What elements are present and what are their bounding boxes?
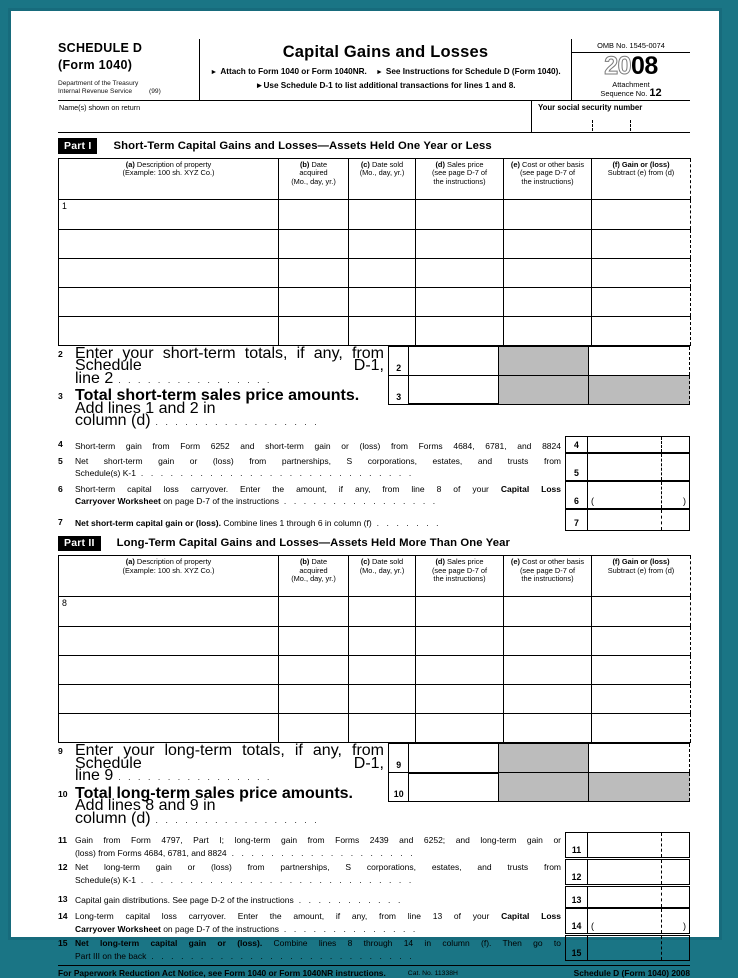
line-3-row[interactable] — [389, 375, 690, 404]
cell-f[interactable] — [592, 229, 691, 258]
line-15-box-number: 15 — [565, 935, 587, 961]
line-9 — [58, 743, 388, 784]
cents-divider-icon — [661, 887, 662, 907]
line-4-number: 4 — [58, 438, 63, 449]
tax-year-suffix: 08 — [631, 52, 658, 80]
line-7-number: 7 — [58, 516, 63, 527]
cell-d[interactable] — [416, 656, 504, 685]
cell-b[interactable] — [279, 258, 349, 287]
line-11-text2: (loss) from Forms 4684, 6781, and 8824 — [75, 847, 227, 858]
row-number-1: 1 — [59, 199, 279, 229]
table-row[interactable] — [59, 714, 691, 743]
line-10-number: 10 — [58, 788, 68, 799]
line-7-amount[interactable] — [587, 509, 690, 531]
line-5-box-number: 5 — [565, 453, 587, 481]
col-header-e: (e) Cost or other basis (see page D-7 of the instructions) — [504, 158, 592, 199]
part1-lines-4-7 — [58, 436, 690, 531]
cents-divider-icon — [661, 860, 662, 884]
line-3-amount-d[interactable] — [409, 375, 499, 404]
line-3-text-bold: Total short-term sales price amounts. — [75, 387, 360, 404]
line-11-number: 11 — [58, 835, 68, 845]
line-4-box-number: 4 — [565, 436, 587, 453]
line-9-row[interactable] — [389, 744, 690, 773]
form-reference: Schedule D (Form 1040) 2008 — [573, 968, 690, 978]
page-title: Capital Gains and Losses — [282, 43, 489, 61]
cell-f[interactable] — [592, 627, 691, 656]
part2-totals-boxes — [388, 743, 690, 826]
masthead-center — [200, 39, 572, 100]
line-13 — [58, 886, 690, 908]
cell-e[interactable] — [504, 258, 592, 287]
cell-d[interactable] — [416, 199, 504, 229]
attach-second-row — [200, 79, 571, 94]
name-ssn-row — [58, 101, 690, 133]
line-6-text2: on page D-7 of the instructions — [160, 496, 279, 506]
cell-c[interactable] — [349, 199, 416, 229]
cell-e[interactable] — [504, 714, 592, 743]
schedule-title: SCHEDULE D — [58, 41, 143, 55]
line-2-amount-f[interactable] — [588, 346, 689, 375]
leader-dots: . . . . . . . . . . . . . . . . . . . . . . . . . . . — [146, 950, 415, 961]
name-field[interactable] — [58, 101, 532, 132]
department-block — [58, 80, 195, 96]
department-code: (99) — [149, 88, 161, 96]
attach-instruction-row — [200, 66, 571, 79]
cents-divider-icon — [661, 510, 662, 530]
line-3-shaded-f — [588, 375, 689, 404]
cell-c[interactable] — [349, 258, 416, 287]
department-line2: Internal Revenue Service (99) — [58, 88, 161, 96]
table-row[interactable] — [59, 287, 691, 316]
line-10-shaded-e — [499, 773, 589, 802]
table-row[interactable] — [59, 656, 691, 685]
line-15-text-bold: Net long-term capital gain or (loss). — [75, 938, 274, 948]
leader-dots: . . . . . . . . . . . . . . . . — [278, 496, 438, 506]
cell-e[interactable] — [504, 316, 592, 345]
part2-badge: Part II — [58, 536, 101, 552]
cell-f[interactable] — [592, 258, 691, 287]
part1-totals-block — [58, 346, 690, 429]
line-2-text: Enter your short-term totals, if any, from Schedule D-1, — [75, 344, 384, 374]
cell-e[interactable] — [504, 627, 592, 656]
cell-c[interactable] — [349, 287, 416, 316]
table-row[interactable] — [59, 597, 691, 627]
line-6-text-bold: Capital Loss — [500, 483, 561, 494]
line-2-row[interactable] — [389, 346, 690, 375]
form-masthead — [58, 39, 690, 101]
line-15-text2: Part III on the back — [75, 950, 147, 961]
leader-dots: . . . . . . . — [371, 517, 442, 528]
cell-f[interactable] — [592, 656, 691, 685]
line-10-text: Add lines 8 and 9 in — [75, 797, 216, 814]
line-9-shaded-e — [499, 744, 589, 773]
row-number-8: 8 — [59, 597, 279, 627]
part1-title: Short-Term Capital Gains and Losses—Assets Held One Year or Less — [113, 139, 492, 152]
line-9-box-number: 9 — [389, 744, 409, 773]
leader-dots: . . . . . . . . . . . . . . . . . . . . . . . . . . . . — [135, 468, 414, 478]
ssn-divider-icon — [592, 120, 593, 131]
line-9-amount-f[interactable] — [588, 744, 689, 773]
part2-title: Long-Term Capital Gains and Losses—Assets Held More Than One Year — [116, 537, 510, 550]
cell-d[interactable] — [416, 714, 504, 743]
cell-a[interactable] — [59, 685, 279, 714]
cell-c[interactable] — [349, 714, 416, 743]
line-7-text: Combine lines 1 through 6 in column (f) — [223, 517, 372, 528]
col-header-a: (a) Description of property (Example: 100 sh. XYZ Co.) — [59, 158, 279, 199]
cents-divider-icon — [661, 454, 662, 480]
line-3-number: 3 — [58, 391, 63, 401]
catalog-number: Cat. No. 11338H — [407, 969, 458, 977]
part2-lines-11-15 — [58, 832, 690, 962]
line-9-amount-d[interactable] — [409, 744, 499, 773]
leader-dots: . . . . . . . . . . . . . . . . — [113, 772, 273, 782]
line-10-row[interactable] — [389, 773, 690, 802]
arrow-icon: ► — [255, 81, 264, 90]
attach-second-text: Use Schedule D-1 to list additional transactions for lines 1 and 8. — [263, 81, 516, 90]
line-14-text2: on page D-7 of the instructions — [160, 923, 279, 934]
line-5-number: 5 — [58, 455, 63, 466]
line-3 — [58, 388, 388, 429]
line-13-number: 13 — [58, 894, 68, 904]
part1-totals-table — [388, 346, 690, 406]
line-11 — [58, 832, 690, 859]
line-7-text-bold: Net short-term capital gain or (loss). — [75, 517, 224, 528]
cell-d[interactable] — [416, 229, 504, 258]
cell-a[interactable] — [59, 258, 279, 287]
col-header-f: (f) Gain or (loss) Subtract (e) from (d) — [592, 158, 691, 199]
line-4-text: Short-term gain from Form 6252 and short-term gain or (loss) from Forms 4684, 6781, and 8824 — [75, 440, 561, 451]
line-12-text: Net long-term gain or (loss) from partnerships, S corporations, estates, and trusts from — [75, 862, 561, 872]
line-10 — [58, 786, 388, 827]
name-label: Name(s) shown on return — [59, 103, 141, 112]
attach-left-text: Attach to Form 1040 or Form 1040NR. — [220, 67, 367, 76]
cell-c[interactable] — [349, 316, 416, 345]
attachment-label: Attachment — [612, 80, 650, 89]
cell-e[interactable] — [504, 656, 592, 685]
cell-c[interactable] — [349, 656, 416, 685]
line-12-box-number: 12 — [565, 859, 587, 885]
line-11-text: Gain from Form 4797, Part I; long-term gain from Forms 2439 and 6252; and long-term gain or — [75, 835, 561, 845]
form-page-frame — [8, 8, 722, 978]
masthead-left — [58, 39, 200, 100]
col-header-c: (c) Date sold (Mo., day, yr.) — [349, 556, 416, 597]
cell-e[interactable] — [504, 287, 592, 316]
part2-totals-table — [388, 743, 690, 802]
part1-column-headers — [59, 158, 691, 199]
line-12 — [58, 859, 690, 886]
department-line1: Department of the Treasury — [58, 80, 139, 87]
line-9-number: 9 — [58, 746, 63, 756]
col-header-f: (f) Gain or (loss) Subtract (e) from (d) — [592, 556, 691, 597]
cents-divider-icon — [661, 936, 662, 960]
line-12-number: 12 — [58, 862, 68, 872]
col-header-d: (d) Sales price (see page D-7 of the instructions) — [416, 158, 504, 199]
table-row[interactable] — [59, 685, 691, 714]
cell-a[interactable] — [59, 656, 279, 685]
form-page — [11, 11, 719, 978]
line-4-amount[interactable] — [587, 436, 690, 453]
cell-d[interactable] — [416, 287, 504, 316]
cell-a[interactable] — [59, 714, 279, 743]
arrow-icon: ► — [210, 69, 218, 76]
line-15 — [58, 935, 690, 962]
cell-b[interactable] — [279, 287, 349, 316]
line-13-amount[interactable] — [587, 886, 690, 908]
tax-year — [572, 53, 690, 80]
leader-dots: . . . . . . . . . . . . . . . . . — [150, 814, 320, 825]
cell-f[interactable] — [592, 199, 691, 229]
line-15-amount[interactable] — [587, 935, 690, 961]
cell-b[interactable] — [279, 685, 349, 714]
line-4 — [58, 436, 690, 453]
form-footer — [58, 965, 690, 978]
part1-table — [58, 158, 691, 346]
part1-totals-text — [58, 346, 388, 429]
leader-dots: . . . . . . . . . . . . . . . . . . . . . . . . . . . . — [135, 874, 414, 885]
cell-a[interactable] — [59, 229, 279, 258]
cell-e[interactable] — [504, 685, 592, 714]
attachment-seq-row: Sequence No. 12 — [600, 87, 662, 99]
line-2-amount-d[interactable] — [409, 346, 499, 375]
part2-header — [58, 536, 690, 552]
ssn-field[interactable] — [532, 101, 690, 132]
line-7 — [58, 509, 690, 531]
cell-d[interactable] — [416, 316, 504, 345]
ssn-label: Your social security number — [538, 103, 643, 112]
line-14-text2-bold: Carryover Worksheet — [75, 923, 161, 934]
cell-b[interactable] — [279, 627, 349, 656]
cell-f[interactable] — [592, 287, 691, 316]
paperwork-notice: For Paperwork Reduction Act Notice, see Form 1040 or Form 1040NR instructions. — [58, 968, 386, 978]
leader-dots: . . . . . . . . . . . . . . . . — [113, 374, 273, 385]
line-12-text2: Schedule(s) K-1 — [75, 874, 136, 885]
line-6-amount[interactable] — [587, 481, 690, 509]
line-13-box-number: 13 — [565, 886, 587, 908]
line-5-text: Net short-term gain or (loss) from partnerships, S corporations, estates, and trusts from — [75, 455, 561, 466]
line-15-text: Combine lines 8 through 14 in column (f). Then go to — [273, 938, 561, 948]
form-content — [58, 39, 690, 978]
cell-d[interactable] — [416, 627, 504, 656]
line-2 — [58, 346, 388, 387]
paren-close: ) — [683, 921, 686, 931]
line-3-text: Add lines 1 and 2 in — [75, 399, 216, 417]
line-2-box-number: 2 — [389, 346, 409, 375]
line-13-text: Capital gain distributions. See page D-2 of the instructions — [75, 895, 294, 905]
omb-number: OMB No. 1545-0074 — [572, 39, 690, 53]
line-6-box-number: 6 — [565, 481, 587, 509]
line-11-amount[interactable] — [587, 832, 690, 858]
table-row[interactable] — [59, 316, 691, 345]
leader-dots: . . . . . . . . . . . — [293, 895, 403, 905]
cell-c[interactable] — [349, 685, 416, 714]
line-15-number: 15 — [58, 938, 68, 948]
line-10-shaded-f — [588, 773, 689, 802]
table-row[interactable] — [59, 258, 691, 287]
col-header-c: (c) Date sold (Mo., day, yr.) — [349, 158, 416, 199]
part2-totals-block — [58, 743, 690, 826]
part2-totals-text — [58, 743, 388, 826]
line-10-box-number: 10 — [389, 773, 409, 802]
cell-a[interactable] — [59, 287, 279, 316]
paren-close: ) — [683, 495, 686, 506]
cell-f[interactable] — [592, 714, 691, 743]
cell-f[interactable] — [592, 685, 691, 714]
part2-table — [58, 555, 691, 743]
line-10-amount-d[interactable] — [409, 773, 499, 802]
line-12-amount[interactable] — [587, 859, 690, 885]
leader-dots: . . . . . . . . . . . . . . — [278, 923, 418, 934]
col-header-a: (a) Description of property (Example: 100 sh. XYZ Co.) — [59, 556, 279, 597]
line-2-number: 2 — [58, 348, 63, 359]
line-6-text: Short-term capital loss carryover. Enter the amount, if any, from line 8 of your — [75, 483, 501, 494]
cell-d[interactable] — [416, 685, 504, 714]
table-row[interactable] — [59, 199, 691, 229]
cell-e[interactable] — [504, 597, 592, 627]
cell-b[interactable] — [279, 316, 349, 345]
cell-d[interactable] — [416, 258, 504, 287]
line-5-text2: Schedule(s) K-1 — [75, 468, 136, 478]
cell-b[interactable] — [279, 199, 349, 229]
line-6 — [58, 481, 690, 509]
cell-a[interactable] — [59, 316, 279, 345]
tax-year-prefix: 20 — [604, 52, 631, 80]
line-5-amount[interactable] — [587, 453, 690, 481]
line-6-number: 6 — [58, 483, 63, 494]
cell-b[interactable] — [279, 229, 349, 258]
schedule-subtitle: (Form 1040) — [58, 58, 133, 72]
cell-c[interactable] — [349, 597, 416, 627]
cell-b[interactable] — [279, 656, 349, 685]
line-3-box-number: 3 — [389, 375, 409, 404]
line-14-amount[interactable] — [587, 908, 690, 934]
line-14-text-bold: Capital Loss — [501, 911, 561, 921]
cell-c[interactable] — [349, 229, 416, 258]
attachment-seq-number: 12 — [649, 87, 662, 99]
line-14-number: 14 — [58, 911, 68, 921]
masthead-right — [572, 39, 690, 100]
part1-badge: Part I — [58, 138, 97, 154]
cell-b[interactable] — [279, 597, 349, 627]
line-3-text2: column (d) — [75, 412, 151, 429]
cell-a[interactable] — [59, 627, 279, 656]
line-10-text2: column (d) — [75, 809, 151, 827]
cell-f[interactable] — [592, 597, 691, 627]
part2-column-headers — [59, 556, 691, 597]
paren-open: ( — [591, 921, 594, 931]
line-3-shaded-e — [499, 375, 589, 404]
line-14-box-number: 14 — [565, 908, 587, 934]
line-14-text: Long-term capital loss carryover. Enter the amount, if any, from line 13 of your — [75, 911, 502, 921]
cell-d[interactable] — [416, 597, 504, 627]
line-9-text2: line 9 — [75, 767, 114, 784]
ssn-divider-icon — [630, 120, 631, 131]
leader-dots: . . . . . . . . . . . . . . . . . — [150, 417, 320, 427]
col-header-b: (b) Date acquired (Mo., day, yr.) — [279, 556, 349, 597]
arrow-icon: ► — [375, 69, 383, 76]
col-header-b: (b) Date acquired (Mo., day, yr.) — [279, 158, 349, 199]
cents-divider-icon — [661, 833, 662, 857]
cell-e[interactable] — [504, 199, 592, 229]
cents-divider-icon — [661, 482, 662, 508]
line-14 — [58, 908, 690, 935]
cell-e[interactable] — [504, 229, 592, 258]
part1-header — [58, 138, 690, 154]
table-row[interactable] — [59, 229, 691, 258]
line-7-box-number: 7 — [565, 509, 587, 531]
attachment-sequence — [572, 80, 690, 100]
attach-right-text: See Instructions for Schedule D (Form 1040). — [385, 67, 561, 76]
line-5 — [58, 453, 690, 481]
cell-c[interactable] — [349, 627, 416, 656]
line-11-box-number: 11 — [565, 832, 587, 858]
part1-totals-boxes — [388, 346, 690, 429]
col-header-d: (d) Sales price (see page D-7 of the instructions) — [416, 556, 504, 597]
cell-f[interactable] — [592, 316, 691, 345]
cell-b[interactable] — [279, 714, 349, 743]
col-header-e: (e) Cost or other basis (see page D-7 of the instructions) — [504, 556, 592, 597]
cents-divider-icon — [661, 437, 662, 452]
table-row[interactable] — [59, 627, 691, 656]
line-6-text2-bold: Carryover Worksheet — [75, 496, 161, 506]
leader-dots: . . . . . . . . . . . . . . . . . . . — [226, 847, 416, 858]
line-9-text: Enter your long-term totals, if any, from Schedule D-1, — [75, 742, 384, 772]
line-2-shaded-e — [499, 346, 589, 375]
line-2-text2: line 2 — [75, 369, 114, 387]
cents-divider-icon — [661, 909, 662, 933]
paren-open: ( — [591, 495, 594, 506]
line-10-text-bold: Total long-term sales price amounts. — [75, 784, 353, 802]
